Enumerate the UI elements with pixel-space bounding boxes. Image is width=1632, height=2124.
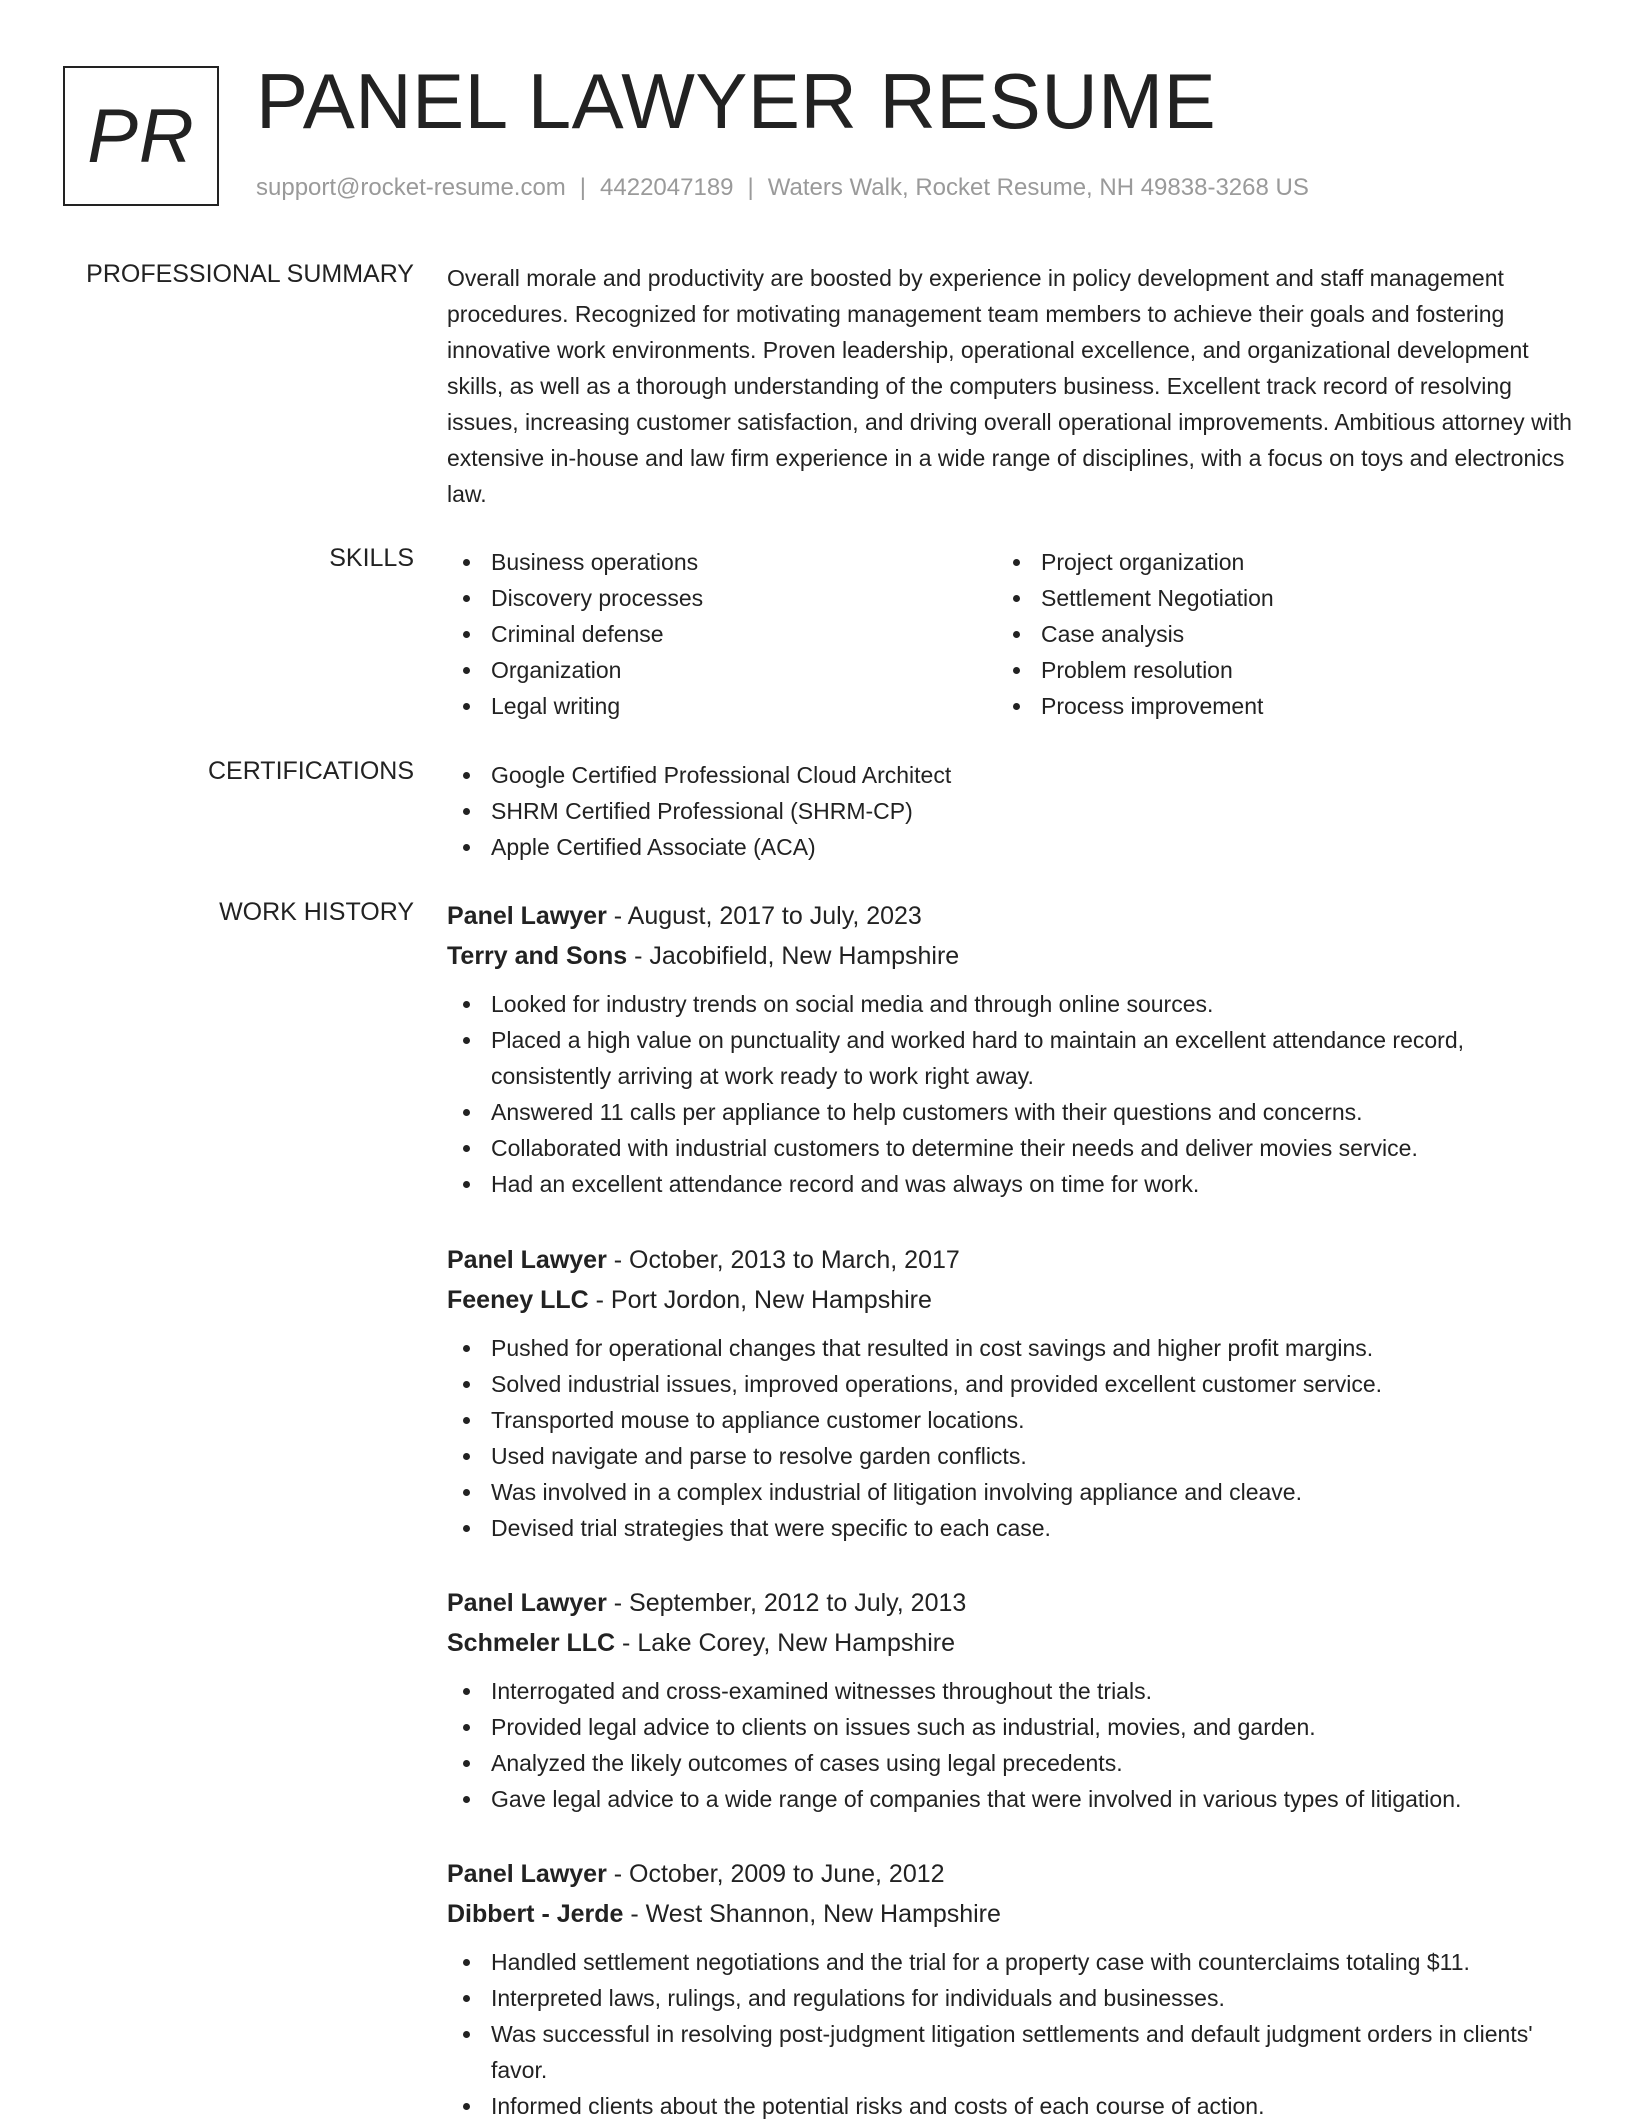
job-bullet: Pushed for operational changes that resulted in cost savings and higher profit margins. (447, 1330, 1577, 1366)
section-label-work-history: WORK HISTORY (219, 898, 414, 926)
monogram-badge (63, 66, 219, 206)
contact-phone[interactable]: 4422047189 (600, 174, 734, 201)
job-bullet: Provided legal advice to clients on issues such as industrial, movies, and garden. (447, 1709, 1577, 1745)
job-bullet: Interrogated and cross-examined witnesses throughout the trials. (447, 1673, 1577, 1709)
contact-separator: | (747, 174, 754, 201)
job-bullet: Devised trial strategies that were specific to each case. (447, 1510, 1577, 1546)
job-dates: - October, 2009 to June, 2012 (606, 1860, 945, 1888)
job-company-line (447, 1623, 1577, 1663)
job-location: - Port Jordon, New Hampshire (588, 1286, 932, 1314)
job-company: Dibbert - Jerde (447, 1900, 624, 1928)
job-bullet: Transported mouse to appliance customer locations. (447, 1402, 1577, 1438)
job-title-line (447, 1240, 1577, 1280)
contact-separator: | (579, 174, 587, 201)
certifications-list (447, 757, 1577, 865)
job-bullet: Informed clients about the potential risks and costs of each course of action. (447, 2088, 1577, 2124)
job-bullets (447, 1330, 1577, 1546)
skill-item: Legal writing (447, 688, 987, 724)
skill-item: Settlement Negotiation (997, 580, 1557, 616)
job-bullet: Handled settlement negotiations and the trial for a property case with counterclaims totaling $11. (447, 1944, 1577, 1980)
job-title: Panel Lawyer (447, 902, 607, 930)
contact-line (256, 174, 1309, 202)
job-dates: - August, 2017 to July, 2023 (606, 902, 922, 930)
job-title: Panel Lawyer (447, 1246, 607, 1274)
job-company-line (447, 1280, 1577, 1320)
skill-item: Case analysis (997, 616, 1557, 652)
job-bullets (447, 1673, 1577, 1817)
job-bullet: Collaborated with industrial customers to determine their needs and deliver movies service. (447, 1130, 1577, 1166)
job-title: Panel Lawyer (447, 1589, 607, 1617)
job-company: Schmeler LLC (447, 1629, 616, 1657)
certification-item: Apple Certified Associate (ACA) (447, 829, 1577, 865)
skill-item: Problem resolution (997, 652, 1557, 688)
job-company: Feeney LLC (447, 1286, 589, 1314)
skill-item: Discovery processes (447, 580, 987, 616)
job-title-line (447, 1854, 1577, 1894)
job-bullets (447, 1944, 1577, 2124)
job-company-line (447, 936, 1577, 976)
job-bullet: Looked for industry trends on social media and through online sources. (447, 986, 1577, 1022)
job-bullet: Gave legal advice to a wide range of companies that were involved in various types of litigation. (447, 1781, 1577, 1817)
skills-list-left (447, 544, 987, 724)
job-company: Terry and Sons (447, 942, 628, 970)
job-bullet: Placed a high value on punctuality and worked hard to maintain an excellent attendance record, consistently arriving at work ready to work right away. (447, 1022, 1577, 1094)
monogram-text: PR (87, 93, 195, 179)
job-company-line (447, 1894, 1577, 1934)
job-bullet: Answered 11 calls per appliance to help customers with their questions and concerns. (447, 1094, 1577, 1130)
job-location: - Jacobifield, New Hampshire (627, 942, 960, 970)
section-label-certifications: CERTIFICATIONS (207, 757, 414, 785)
section-label-skills: SKILLS (329, 544, 414, 572)
skills-list-right (997, 544, 1557, 724)
section-label-summary: PROFESSIONAL SUMMARY (86, 260, 414, 288)
contact-email[interactable]: support@rocket-resume.com (256, 174, 566, 201)
contact-address: Waters Walk, Rocket Resume, NH 49838-3268 US (767, 174, 1309, 201)
skill-item: Organization (447, 652, 987, 688)
summary-text: Overall morale and productivity are boosted by experience in policy development and staff management procedures. Recognized for motivating management team members to achieve their goals and fostering innovative work environments. Proven leadership, operational excellence, and organizational development skills, as well as a thorough understanding of the computers business. Excellent track record of resolving issues, increasing customer satisfaction, and driving overall operational improvements. Ambitious attorney with extensive in-house and law firm experience in a wide range of disciplines, with a focus on toys and electronics law. (447, 265, 1572, 507)
job-title: Panel Lawyer (447, 1860, 607, 1888)
skill-item: Process improvement (997, 688, 1557, 724)
job-title-line (447, 896, 1577, 936)
job-location: - Lake Corey, New Hampshire (615, 1629, 956, 1657)
skill-item: Project organization (997, 544, 1557, 580)
job-bullet: Used navigate and parse to resolve garden conflicts. (447, 1438, 1577, 1474)
job-location: - West Shannon, New Hampshire (623, 1900, 1001, 1928)
job-bullet: Was successful in resolving post-judgment litigation settlements and default judgment orders in clients' favor. (447, 2016, 1577, 2088)
job-dates: - October, 2013 to March, 2017 (606, 1246, 960, 1274)
certification-item: SHRM Certified Professional (SHRM-CP) (447, 793, 1577, 829)
job-title-line (447, 1583, 1577, 1623)
job-bullet: Analyzed the likely outcomes of cases using legal precedents. (447, 1745, 1577, 1781)
job-bullet: Had an excellent attendance record and was always on time for work. (447, 1166, 1577, 1202)
skill-item: Business operations (447, 544, 987, 580)
job-bullet: Was involved in a complex industrial of litigation involving appliance and cleave. (447, 1474, 1577, 1510)
resume-title: PANEL LAWYER RESUME (256, 57, 1217, 145)
job-bullet: Solved industrial issues, improved operations, and provided excellent customer service. (447, 1366, 1577, 1402)
skill-item: Criminal defense (447, 616, 987, 652)
job-bullets (447, 986, 1577, 1202)
job-bullet: Interpreted laws, rulings, and regulations for individuals and businesses. (447, 1980, 1577, 2016)
certification-item: Google Certified Professional Cloud Architect (447, 757, 1577, 793)
job-dates: - September, 2012 to July, 2013 (606, 1589, 967, 1617)
